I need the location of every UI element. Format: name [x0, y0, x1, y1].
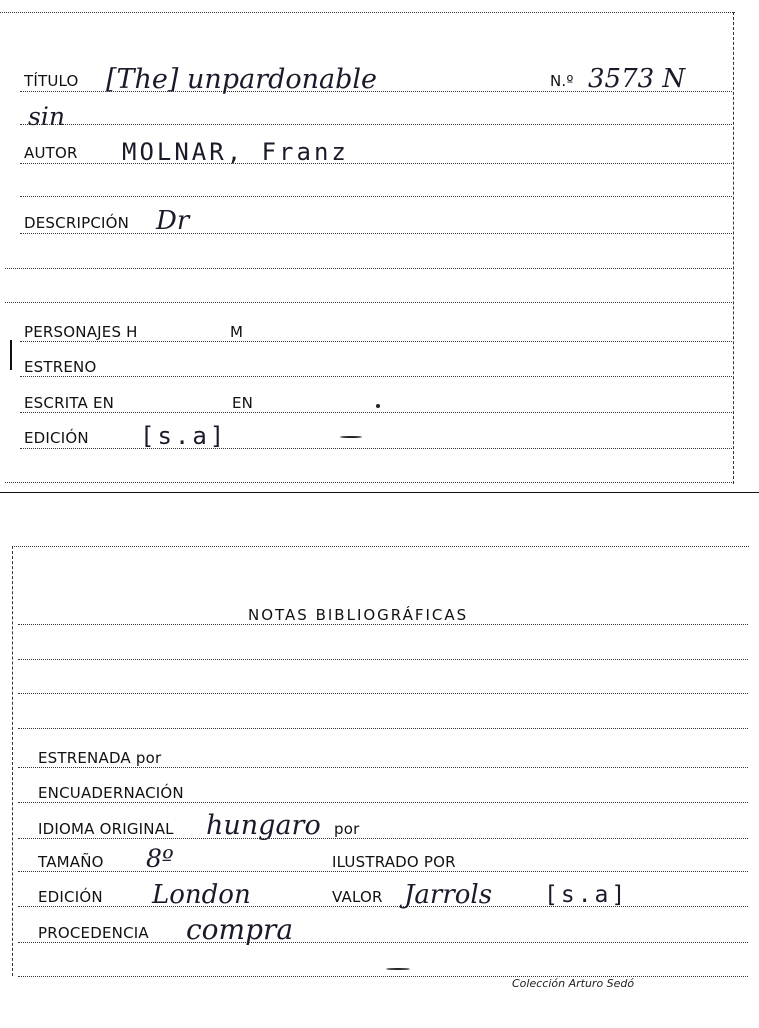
- encuadernacion-label: ENCUADERNACIÓN: [38, 784, 184, 802]
- idioma-por-label: por: [334, 820, 360, 838]
- notas-line-2: [18, 659, 748, 660]
- back-bottom-border: [18, 976, 748, 977]
- estrenada-label: ESTRENADA por: [38, 749, 162, 767]
- coleccion-stamp: Colección Arturo Sedó: [512, 977, 635, 990]
- back-left-border: [12, 546, 13, 976]
- notas-line-4: [18, 728, 748, 729]
- valor-value: Jarrols: [404, 880, 493, 910]
- tamano-value: 8º: [146, 844, 174, 873]
- back-edicion-value: London: [152, 880, 251, 910]
- tamano-label: TAMAÑO: [38, 853, 104, 871]
- notas-line: [18, 624, 748, 625]
- idioma-value: hungaro: [206, 810, 321, 841]
- back-top-border: [14, 546, 749, 547]
- personajes-m-label: M: [230, 323, 244, 341]
- descripcion-value: Dr: [156, 206, 190, 236]
- escrita-en-label: EN: [232, 394, 254, 412]
- tamano-line: [18, 871, 748, 872]
- personajes-label: PERSONAJES H: [24, 323, 138, 341]
- back-edicion-label: EDICIÓN: [38, 888, 103, 906]
- estreno-label: ESTRENO: [24, 358, 97, 376]
- autor-value: MOLNAR, Franz: [122, 138, 349, 166]
- numero-value: 3573 N: [588, 64, 686, 94]
- idioma-line: [18, 838, 748, 839]
- edicion-value: [s.a]: [140, 422, 228, 450]
- titulo-value-cont: sin: [28, 102, 65, 131]
- edicion-back-line: [18, 906, 748, 907]
- valor-label: VALOR: [332, 888, 383, 906]
- titulo-label: TÍTULO: [24, 72, 79, 90]
- ink-mark-2: [386, 968, 410, 970]
- idioma-label: IDIOMA ORIGINAL: [38, 820, 174, 838]
- titulo-value: [The] unpardonable: [106, 64, 378, 95]
- valor-value-2: [s.a]: [544, 882, 629, 908]
- estrenada-line: [18, 767, 748, 768]
- ilustrado-label: ILUSTRADO POR: [332, 853, 456, 871]
- autor-label: AUTOR: [24, 144, 78, 162]
- descripcion-label: DESCRIPCIÓN: [24, 214, 130, 232]
- edicion-label: EDICIÓN: [24, 429, 89, 447]
- encuadernacion-line: [18, 802, 748, 803]
- procedencia-line: [18, 942, 748, 943]
- escrita-label: ESCRITA EN: [24, 394, 115, 412]
- procedencia-value: compra: [186, 913, 294, 946]
- procedencia-label: PROCEDENCIA: [38, 924, 149, 942]
- notas-title: NOTAS BIBLIOGRÁFICAS: [248, 606, 469, 624]
- notas-line-3: [18, 693, 748, 694]
- numero-label: N.º: [550, 72, 574, 90]
